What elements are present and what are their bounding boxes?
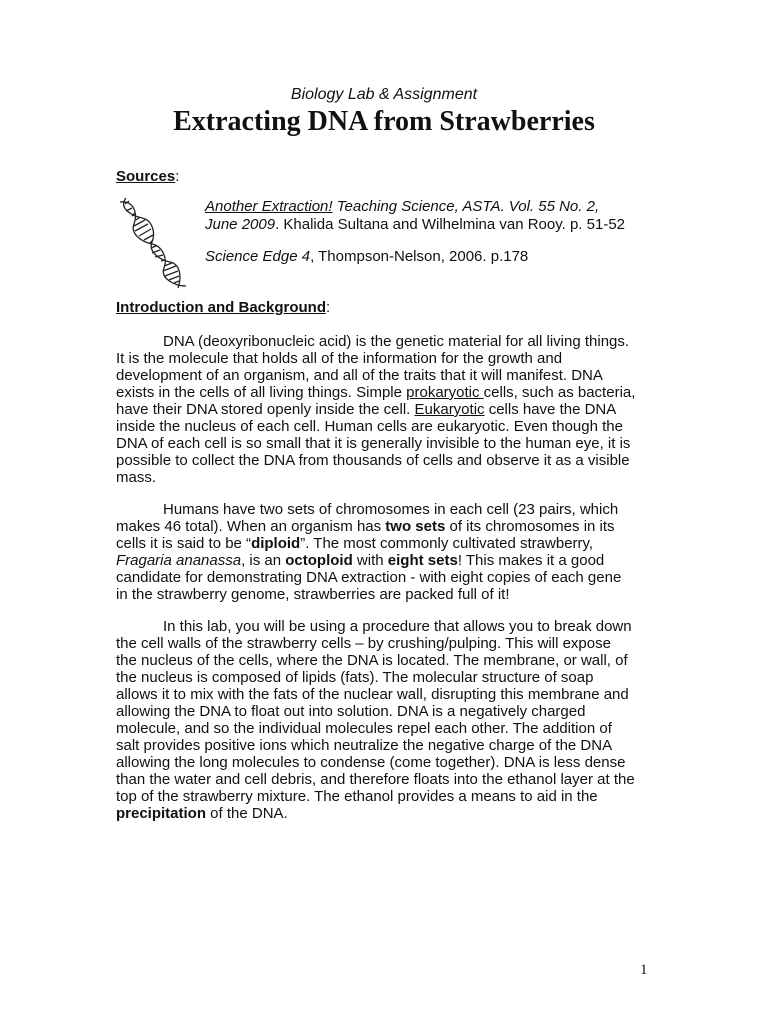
line-segment: of its chromosomes in its: [445, 518, 615, 535]
species-name: Fragaria ananassa: [116, 552, 242, 569]
paragraph-chromosomes: [116, 501, 656, 603]
line-segment: cells have the DNA: [484, 401, 617, 418]
document-subtitle: Biology Lab & Assignment: [290, 86, 478, 103]
eight-sets-term: eight sets: [387, 552, 458, 569]
page-number: 1: [640, 962, 648, 978]
line-segment: cells it is said to be “: [116, 535, 252, 552]
paragraph-line: [116, 535, 656, 552]
line-segment: ! This makes it a good: [457, 552, 605, 569]
paragraph-line: [116, 552, 656, 569]
paragraph-line: [116, 518, 656, 535]
paragraph-line: development of an organism, and all of the traits that it will manifest. DNA: [116, 367, 603, 384]
paragraph-line: mass.: [116, 469, 157, 486]
line-segment: cells, such as bacteria,: [483, 384, 636, 401]
source1-authors: . Khalida Sultana and Wilhelmina van Rooy. p. 51-52: [275, 216, 626, 233]
paragraph-line: allowing the long molecules to condense (come together). DNA is less dense: [116, 754, 626, 771]
paragraph-line: DNA of each cell is so small that it is generally invisible to the human eye, it is: [116, 435, 631, 452]
line-segment: of the DNA.: [206, 805, 288, 822]
octoploid-term: octoploid: [285, 552, 353, 569]
precipitation-term: precipitation: [116, 805, 207, 822]
paragraph-dna-definition: [116, 333, 656, 486]
paragraph-line: candidate for demonstrating DNA extraction - with eight copies of each gene: [116, 569, 622, 586]
source2-details: , Thompson-Nelson, 2006. p.178: [310, 248, 529, 265]
paragraph-line: top of the strawberry mixture. The ethanol provides a means to aid in the: [116, 788, 598, 805]
paragraph-procedure-overview: [116, 618, 656, 822]
paragraph-line: the nucleus of the cells, where the DNA is located. The membrane, or wall, of: [116, 652, 628, 669]
dna-double-helix-icon: [112, 196, 192, 292]
paragraph-line: [116, 384, 656, 401]
paragraph-line: in the strawberry genome, strawberries are packed full of it!: [116, 586, 510, 603]
document-title: Extracting DNA from Strawberries: [173, 106, 595, 137]
paragraph-line: [116, 401, 656, 418]
paragraph-line: It is the molecule that holds all of the information for the growth and: [116, 350, 563, 367]
paragraph-line: the nucleus is composed of lipids (fats). The molecular structure of soap: [116, 669, 594, 686]
paragraph-line: the cell walls of the strawberry cells – by crushing/pulping. This will expose: [116, 635, 611, 652]
sources-heading: [116, 168, 179, 185]
paragraph-line: molecule, and so the individual molecules repel each other. The addition of: [116, 720, 612, 737]
source1-details: Teaching Science, ASTA. Vol. 55 No. 2,: [332, 198, 600, 215]
paragraph-line: inside the nucleus of each cell. Human cells are eukaryotic. Even though the: [116, 418, 623, 435]
line-segment: with: [352, 552, 388, 569]
intro-heading: [116, 299, 330, 316]
line-segment: have their DNA stored openly inside the cell.: [116, 401, 415, 418]
paragraph-line: allows it to mix with the fats of the nuclear wall, disrupting this membrane and: [116, 686, 629, 703]
line-segment: makes 46 total). When an organism has: [116, 518, 386, 535]
paragraph-line: than the water and cell debris, and therefore floats into the ethanol layer at the: [116, 771, 635, 788]
source-citation-1: [205, 198, 675, 234]
two-sets-term: two sets: [385, 518, 446, 535]
sources-heading-label: Sources: [116, 168, 176, 185]
line-segment: , is an: [241, 552, 286, 569]
eukaryotic-term: Eukaryotic: [414, 401, 485, 418]
source1-title: Another Extraction!: [205, 198, 333, 215]
paragraph-line: [116, 805, 656, 822]
prokaryotic-term: prokaryotic: [406, 384, 484, 401]
line-segment: ”. The most commonly cultivated strawberry,: [300, 535, 594, 552]
paragraph-line: Humans have two sets of chromosomes in each cell (23 pairs, which: [163, 501, 619, 518]
paragraph-line: In this lab, you will be using a procedure that allows you to break down: [163, 618, 632, 635]
sources-heading-colon: :: [175, 168, 180, 185]
source1-date: June 2009: [205, 216, 276, 233]
paragraph-line: salt provides positive ions which neutralize the negative charge of the DNA: [116, 737, 613, 754]
source-citation-2: [205, 248, 675, 266]
diploid-term: diploid: [251, 535, 301, 552]
intro-heading-label: Introduction and Background: [116, 299, 326, 316]
source2-title: Science Edge 4: [205, 248, 311, 265]
intro-heading-colon: :: [326, 299, 331, 316]
paragraph-line: possible to collect the DNA from thousands of cells and observe it as a visible: [116, 452, 630, 469]
paragraph-line: allowing the DNA to float out into solution. DNA is a negatively charged: [116, 703, 586, 720]
line-segment: exists in the cells of all living things. Simple: [116, 384, 407, 401]
paragraph-line: DNA (deoxyribonucleic acid) is the genetic material for all living things.: [163, 333, 630, 350]
